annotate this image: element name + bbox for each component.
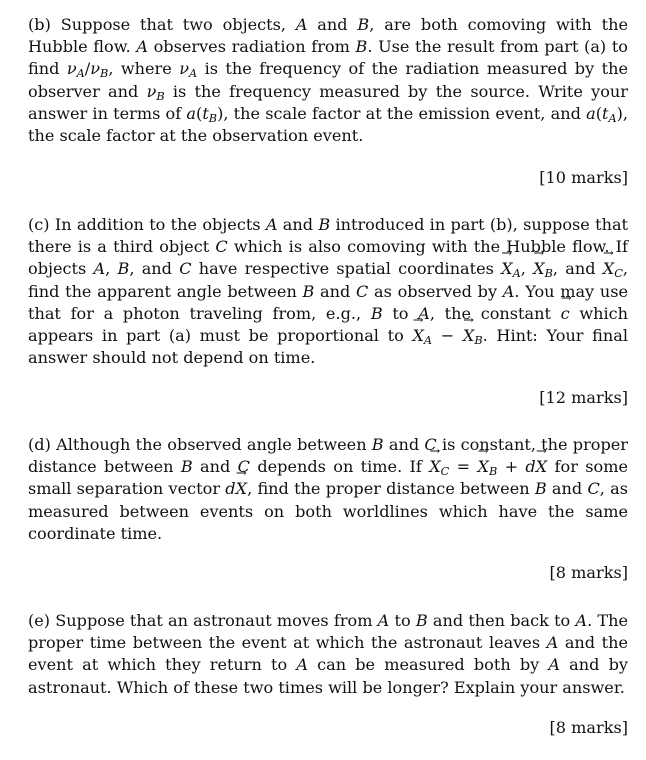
math-vector-xa: → $X_A$ [501,259,521,278]
question-part-b [28,14,628,147]
math-separation-vector: d→ X [225,479,247,498]
question-part-e-text: (e) Suppose that an astronaut moves from A to B and then back to A. The proper time between the event at which the astronaut leaves A and the event at which they return to A can be measured both by A and by astronaut. Which of these two times will be longer? Explain your answer. [28,611,628,697]
math-scale-factor-tb: $a(t_B)$ [186,103,224,125]
marks-label-d: [8 marks] [549,563,628,582]
math-vector-c: → c [561,304,570,323]
question-part-c-text: (c) In addition to the objects A and B introduced in part (b), suppose that there is a third object C which is also comoving with the Hubble flow. If objects A, B, and C have respective spatial coordinates → $X_A$, → $X_B$, and → $X_C$, find the apparent angle between B and C as observed by A. You may use that for a photon traveling from, e.g., B to A, the constant → c which appears in part (a) must be proportional to → $X_A$ − → $X_B$. Hint: Your final answer should not depend on time. [28,214,628,369]
math-equation-xc: → $X_C$ = → $X_B + d\to X$ [429,457,547,476]
question-part-d-text: (d) Although the observed angle between B and C is constant, the proper distance between B and C depends on time. $If \to X_C$ = → $X_B + d\to X$ for some small separation vector d→ X, find the proper distance between B and C, as measured between events on both worldlines which have the same coordinate time. [28,434,628,545]
question-part-d [28,434,628,545]
math-vector-xb: → $X_B$ [533,259,553,278]
question-part-e [28,610,628,699]
question-part-b-text: (b) Suppose that two objects, A and B, are both comoving with the Hubble flow. A observes radiation from B. Use the result from part (a) to find $\nu_A/\nu_B$, where $\nu_A$ is the frequency of the radiation measured by the observer and $\nu_B$ is the frequency measured by the source. Write your answer in terms of $a(t_B)$, the scale factor at the emission event, and $a(t_A)$, the scale factor at the observation event. [28,15,629,146]
marks-label-b: [10 marks] [539,168,628,187]
marks-label-c: [12 marks] [539,388,628,407]
question-part-c [28,214,628,369]
math-frequency-ratio: $\nu_A/\nu_B$ [66,59,109,81]
marks-label-e: [8 marks] [549,718,628,737]
math-scale-factor-ta: $a(t_A)$ [586,103,623,125]
math-vector-difference: → $X_A$ − → $X_B$ [412,326,482,345]
math-vector-xc: → $X_C$ [603,259,623,278]
